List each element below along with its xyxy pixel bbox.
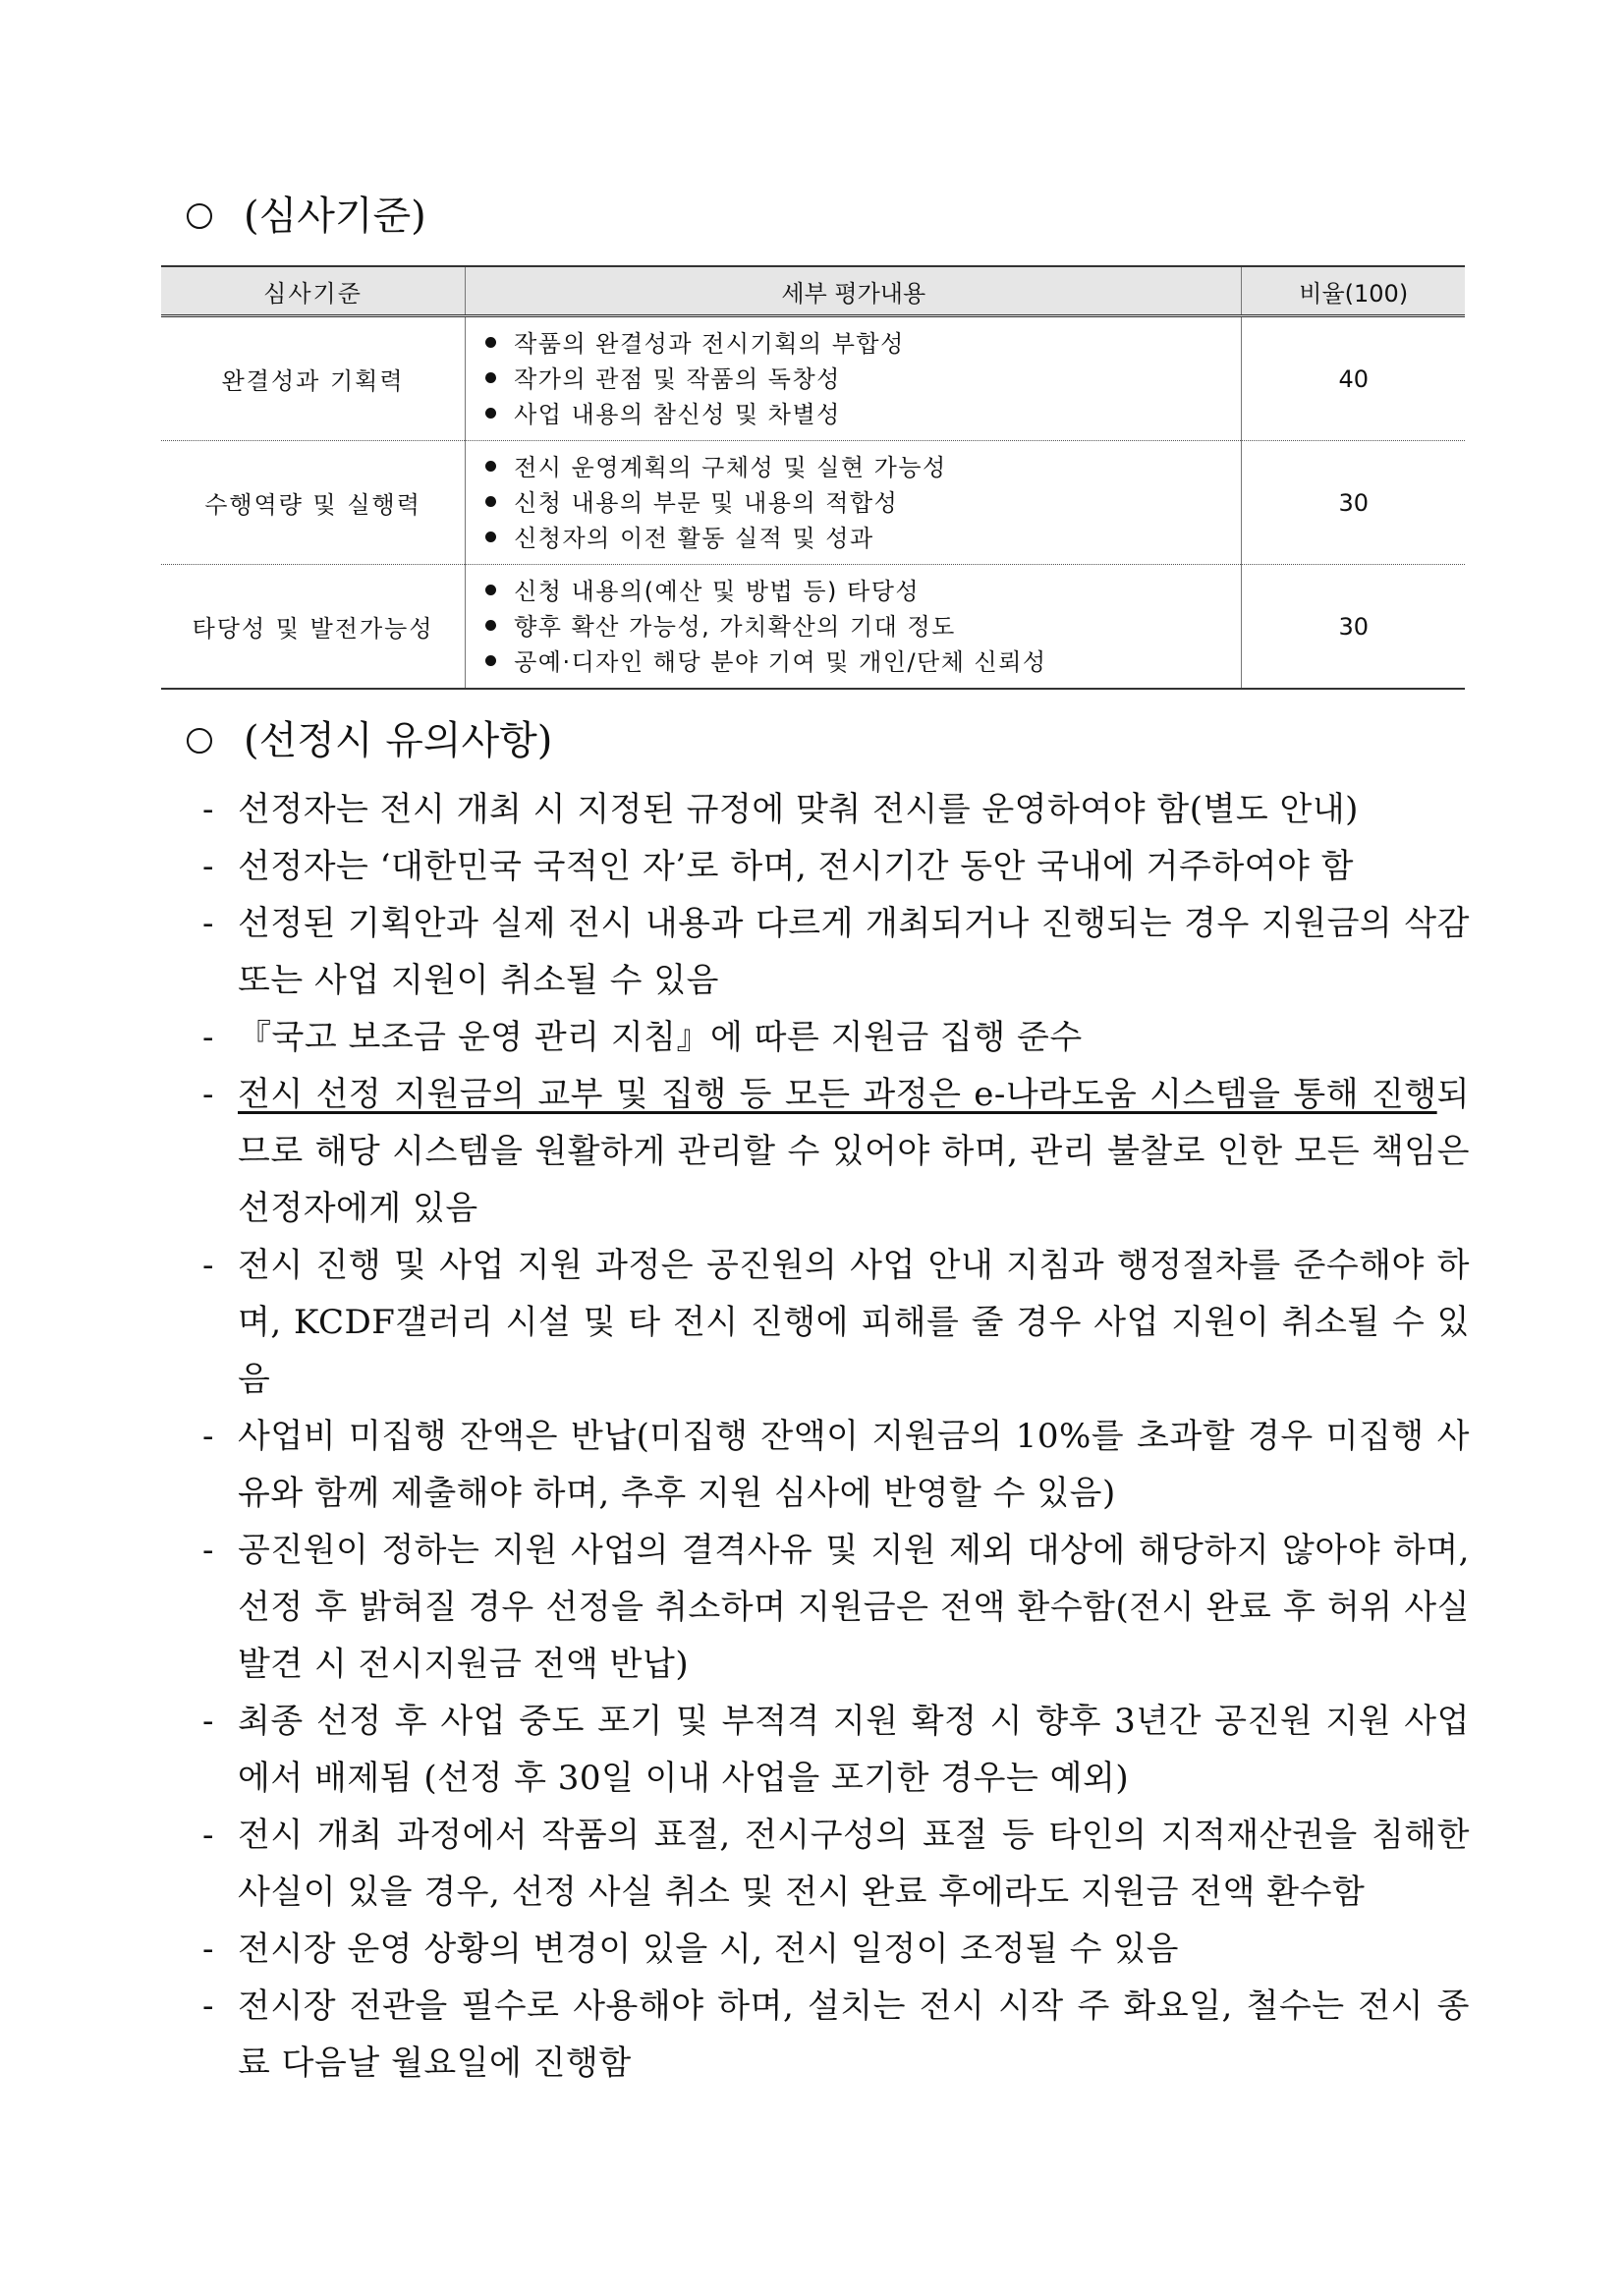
- bullet-dot-icon: [485, 655, 496, 666]
- bullet-dot-icon: [485, 532, 496, 542]
- table-row: [161, 441, 1465, 565]
- bullet-dot-icon: [485, 461, 496, 472]
- ratio-cell: 30: [1242, 565, 1465, 690]
- dash-bullet: -: [202, 790, 214, 829]
- notes-list: [202, 781, 1470, 2092]
- list-item: - 전시 선정 지원금의 교부 및 집행 등 모든 과정은 e-나라도움 시스템을 통해 진행되므로 해당 시스템을 원활하게 관리할 수 있어야 하며, 관리 불찰로 인한 모든 책임은 선정자에게 있음: [202, 1066, 1470, 1237]
- criteria-cell: 타당성 및 발전가능성: [161, 565, 466, 690]
- ratio-cell: 40: [1242, 316, 1465, 441]
- list-item: - 선정자는 ‘대한민국 국적인 자’로 하며, 전시기간 동안 국내에 거주하여야 함: [202, 838, 1470, 895]
- dash-bullet: -: [202, 1987, 214, 2026]
- detail-item: 신청자의 이전 활동 실적 및 성과: [485, 521, 1241, 556]
- dash-bullet: -: [202, 1930, 214, 1969]
- ratio-cell: 30: [1242, 441, 1465, 565]
- dash-bullet: -: [202, 1075, 214, 1114]
- list-item: - 전시 개최 과정에서 작품의 표절, 전시구성의 표절 등 타인의 지적재산권을 침해한 사실이 있을 경우, 선정 사실 취소 및 전시 완료 후에라도 지원금 전액 환수함: [202, 1807, 1470, 1921]
- section-heading-notes: [187, 717, 552, 764]
- list-item: - 전시장 전관을 필수로 사용해야 하며, 설치는 전시 시작 주 화요일, 철수는 전시 종료 다음날 월요일에 진행함: [202, 1978, 1470, 2092]
- header-criteria: 심사기준: [161, 266, 466, 316]
- circle-bullet-icon: [187, 728, 212, 754]
- section-heading-criteria-text: (심사기준): [244, 194, 426, 239]
- detail-item: 전시 운영계획의 구체성 및 실현 가능성: [485, 450, 1241, 485]
- list-item: - 선정된 기획안과 실제 전시 내용과 다르게 개최되거나 진행되는 경우 지원금의 삭감 또는 사업 지원이 취소될 수 있음: [202, 895, 1470, 1009]
- list-item: - 전시 진행 및 사업 지원 과정은 공진원의 사업 안내 지침과 행정절차를 준수해야 하며, KCDF갤러리 시설 및 타 전시 진행에 피해를 줄 경우 사업 지원이 취소될 수 있음: [202, 1237, 1470, 1408]
- bullet-dot-icon: [485, 408, 496, 419]
- dash-bullet: -: [202, 1417, 214, 1456]
- bullet-dot-icon: [485, 585, 496, 595]
- list-item: - 공진원이 정하는 지원 사업의 결격사유 및 지원 제외 대상에 해당하지 않아야 하며, 선정 후 밝혀질 경우 선정을 취소하며 지원금은 전액 환수함(전시 완료 후 허위 사실 발견 시 전시지원금 전액 반납): [202, 1522, 1470, 1693]
- detail-cell: [466, 316, 1242, 441]
- detail-item: 사업 내용의 참신성 및 차별성: [485, 397, 1241, 432]
- dash-bullet: -: [202, 1816, 214, 1855]
- detail-item: 작품의 완결성과 전시기획의 부합성: [485, 326, 1241, 362]
- bullet-dot-icon: [485, 620, 496, 631]
- circle-bullet-icon: [187, 203, 212, 229]
- dash-bullet: -: [202, 847, 214, 886]
- detail-cell: [466, 441, 1242, 565]
- detail-item: 신청 내용의(예산 및 방법 등) 타당성: [485, 574, 1241, 609]
- detail-item: 향후 확산 가능성, 가치확산의 기대 정도: [485, 609, 1241, 644]
- table-row: [161, 565, 1465, 690]
- underlined-text: 전시 선정 지원금의 교부 및 집행 등 모든 과정은 e-나라도움 시스템을 통해 진행: [238, 1075, 1437, 1114]
- detail-item: 공예·디자인 해당 분야 기여 및 개인/단체 신뢰성: [485, 644, 1241, 680]
- dash-bullet: -: [202, 1018, 214, 1057]
- list-item: - 『국고 보조금 운영 관리 지침』에 따른 지원금 집행 준수: [202, 1009, 1470, 1066]
- list-item: - 최종 선정 후 사업 중도 포기 및 부적격 지원 확정 시 향후 3년간 공진원 지원 사업에서 배제됨 (선정 후 30일 이내 사업을 포기한 경우는 예외): [202, 1693, 1470, 1807]
- detail-item: 신청 내용의 부문 및 내용의 적합성: [485, 485, 1241, 521]
- list-item: - 선정자는 전시 개최 시 지정된 규정에 맞춰 전시를 운영하여야 함(별도 안내): [202, 781, 1470, 838]
- dash-bullet: -: [202, 1246, 214, 1285]
- bullet-dot-icon: [485, 372, 496, 383]
- section-heading-criteria: [187, 193, 426, 240]
- criteria-cell: 완결성과 기획력: [161, 316, 466, 441]
- table-header-row: [161, 266, 1465, 316]
- dash-bullet: -: [202, 1702, 214, 1741]
- criteria-cell: 수행역량 및 실행력: [161, 441, 466, 565]
- list-item: - 사업비 미집행 잔액은 반납(미집행 잔액이 지원금의 10%를 초과할 경우 미집행 사유와 함께 제출해야 하며, 추후 지원 심사에 반영할 수 있음): [202, 1408, 1470, 1522]
- table-row: [161, 316, 1465, 441]
- detail-cell: [466, 565, 1242, 690]
- list-item: - 전시장 운영 상황의 변경이 있을 시, 전시 일정이 조정될 수 있음: [202, 1921, 1470, 1978]
- bullet-dot-icon: [485, 496, 496, 507]
- header-detail: 세부 평가내용: [466, 266, 1242, 316]
- detail-item: 작가의 관점 및 작품의 독창성: [485, 362, 1241, 397]
- bullet-dot-icon: [485, 337, 496, 348]
- section-heading-notes-text: (선정시 유의사항): [244, 718, 553, 763]
- dash-bullet: -: [202, 1531, 214, 1570]
- criteria-table: [161, 265, 1465, 690]
- header-ratio: 비율(100): [1242, 266, 1465, 316]
- dash-bullet: -: [202, 904, 214, 943]
